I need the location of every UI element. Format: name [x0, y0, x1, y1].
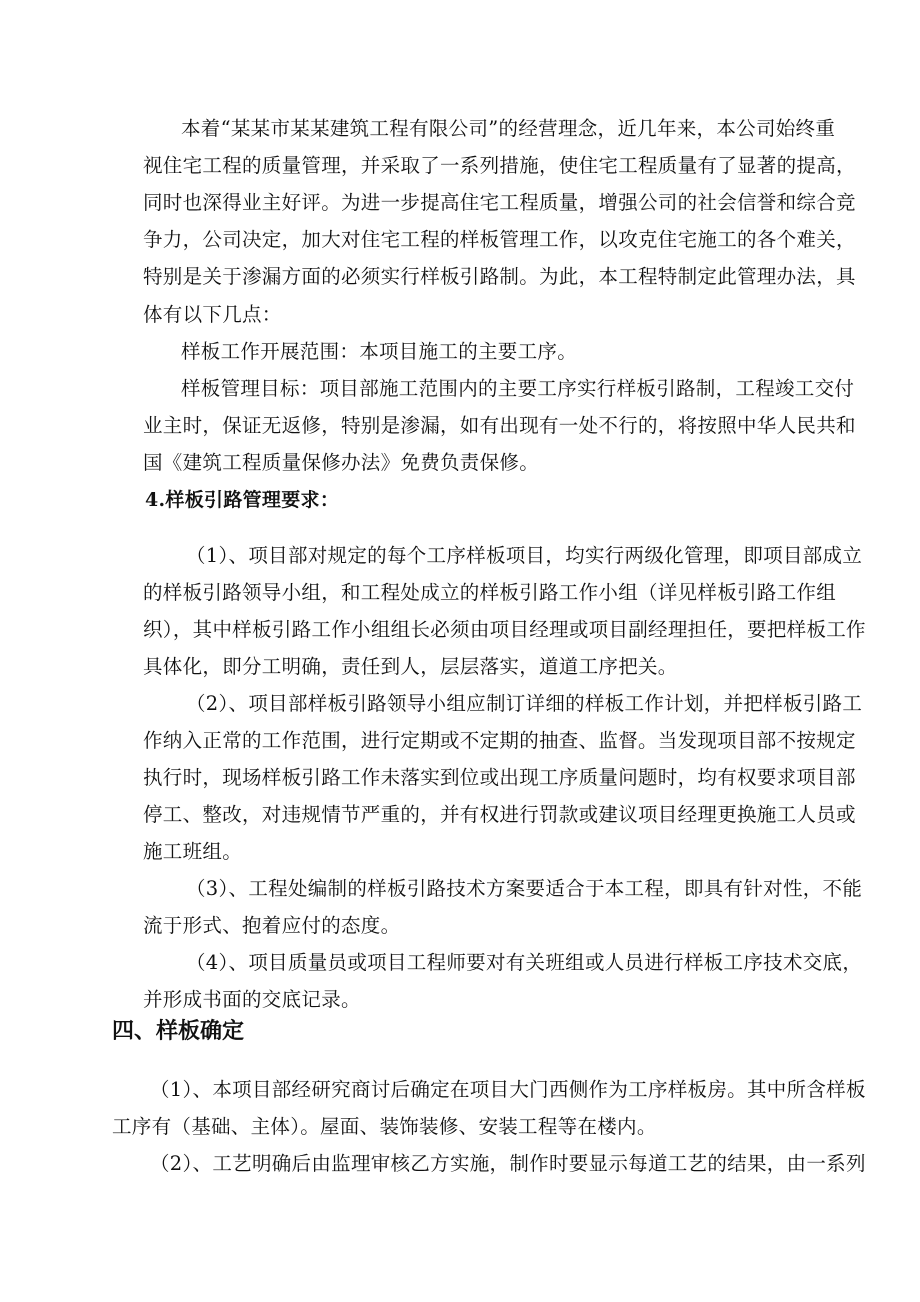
- section-heading: 四、样板确定: [112, 1019, 245, 1044]
- intro-line: 体有以下几点：: [143, 303, 282, 326]
- requirement-line: 流于形式、抱着应付的态度。: [143, 914, 401, 937]
- requirement-line: 作纳入正常的工作范围，进行定期或不定期的抽查、监督。当发现项目部不按规定: [143, 729, 856, 752]
- requirement-line: （4）、项目质量员或项目工程师要对有关班组或人员进行样板工序技术交底，: [186, 951, 863, 974]
- intro-line: 本着“某某市某某建筑工程有限公司”的经营理念，近几年来，本公司始终重: [181, 117, 836, 140]
- intro-line: 特别是关于渗漏方面的必须实行样板引路制。为此，本工程特制定此管理办法，具: [143, 265, 856, 288]
- requirement-line: 执行时，现场样板引路工作未落实到位或出现工序质量问题时，均有权要求项目部: [143, 766, 856, 789]
- requirement-line: （3）、工程处编制的样板引路技术方案要适合于本工程，即具有针对性，不能: [186, 877, 863, 900]
- requirement-line: 的样板引路领导小组，和工程处成立的样板引路工作小组（详见样板引路工作组: [143, 581, 837, 604]
- requirement-line: 并形成书面的交底记录。: [143, 988, 361, 1011]
- section-line: （2）、工艺明确后由监理审核乙方实施，制作时要显示每道工艺的结果，由一系列: [150, 1152, 866, 1175]
- requirement-line: 具体化，即分工明确，责任到人，层层落实，道道工序把关。: [143, 655, 678, 678]
- requirement-line: （1）、项目部对规定的每个工序样板项目，均实行两级化管理，即项目部成立: [186, 544, 863, 567]
- intro-line: 争力，公司决定，加大对住宅工程的样板管理工作，以攻克住宅施工的各个难关，: [143, 228, 856, 251]
- section-line: 工序有（基础、主体）。屋面、装饰装修、安装工程等在楼内。: [112, 1115, 657, 1138]
- requirement-line: 织），其中样板引路工作小组组长必须由项目经理或项目副经理担任，要把样板工作: [143, 618, 866, 641]
- intro-line: 同时也深得业主好评。为进一步提高住宅工程质量，增强公司的社会信誉和综合竞: [143, 191, 856, 214]
- section-line: （1）、本项目部经研究商讨后确定在项目大门西侧作为工序样板房。其中所含样板: [150, 1078, 866, 1101]
- requirement-line: （2）、项目部样板引路领导小组应制订详细的样板工作计划，并把样板引路工: [186, 692, 863, 715]
- intro-line: 视住宅工程的质量管理，并采取了一系列措施，使住宅工程质量有了显著的提高，: [143, 154, 856, 177]
- requirement-line: 施工班组。: [143, 840, 243, 863]
- target-line: 样板管理目标：项目部施工范围内的主要工序实行样板引路制，工程竣工交付: [181, 377, 855, 400]
- target-line: 国《建筑工程质量保修办法》免费负责保修。: [143, 451, 540, 474]
- scope-line: 样板工作开展范围：本项目施工的主要工序。: [181, 340, 578, 363]
- requirements-title: 4.样板引路管理要求：: [145, 489, 340, 511]
- target-line: 业主时，保证无返修，特别是渗漏，如有出现有一处不行的，将按照中华人民共和: [143, 414, 856, 437]
- requirement-line: 停工、整改，对违规情节严重的，并有权进行罚款或建议项目经理更换施工人员或: [143, 803, 856, 826]
